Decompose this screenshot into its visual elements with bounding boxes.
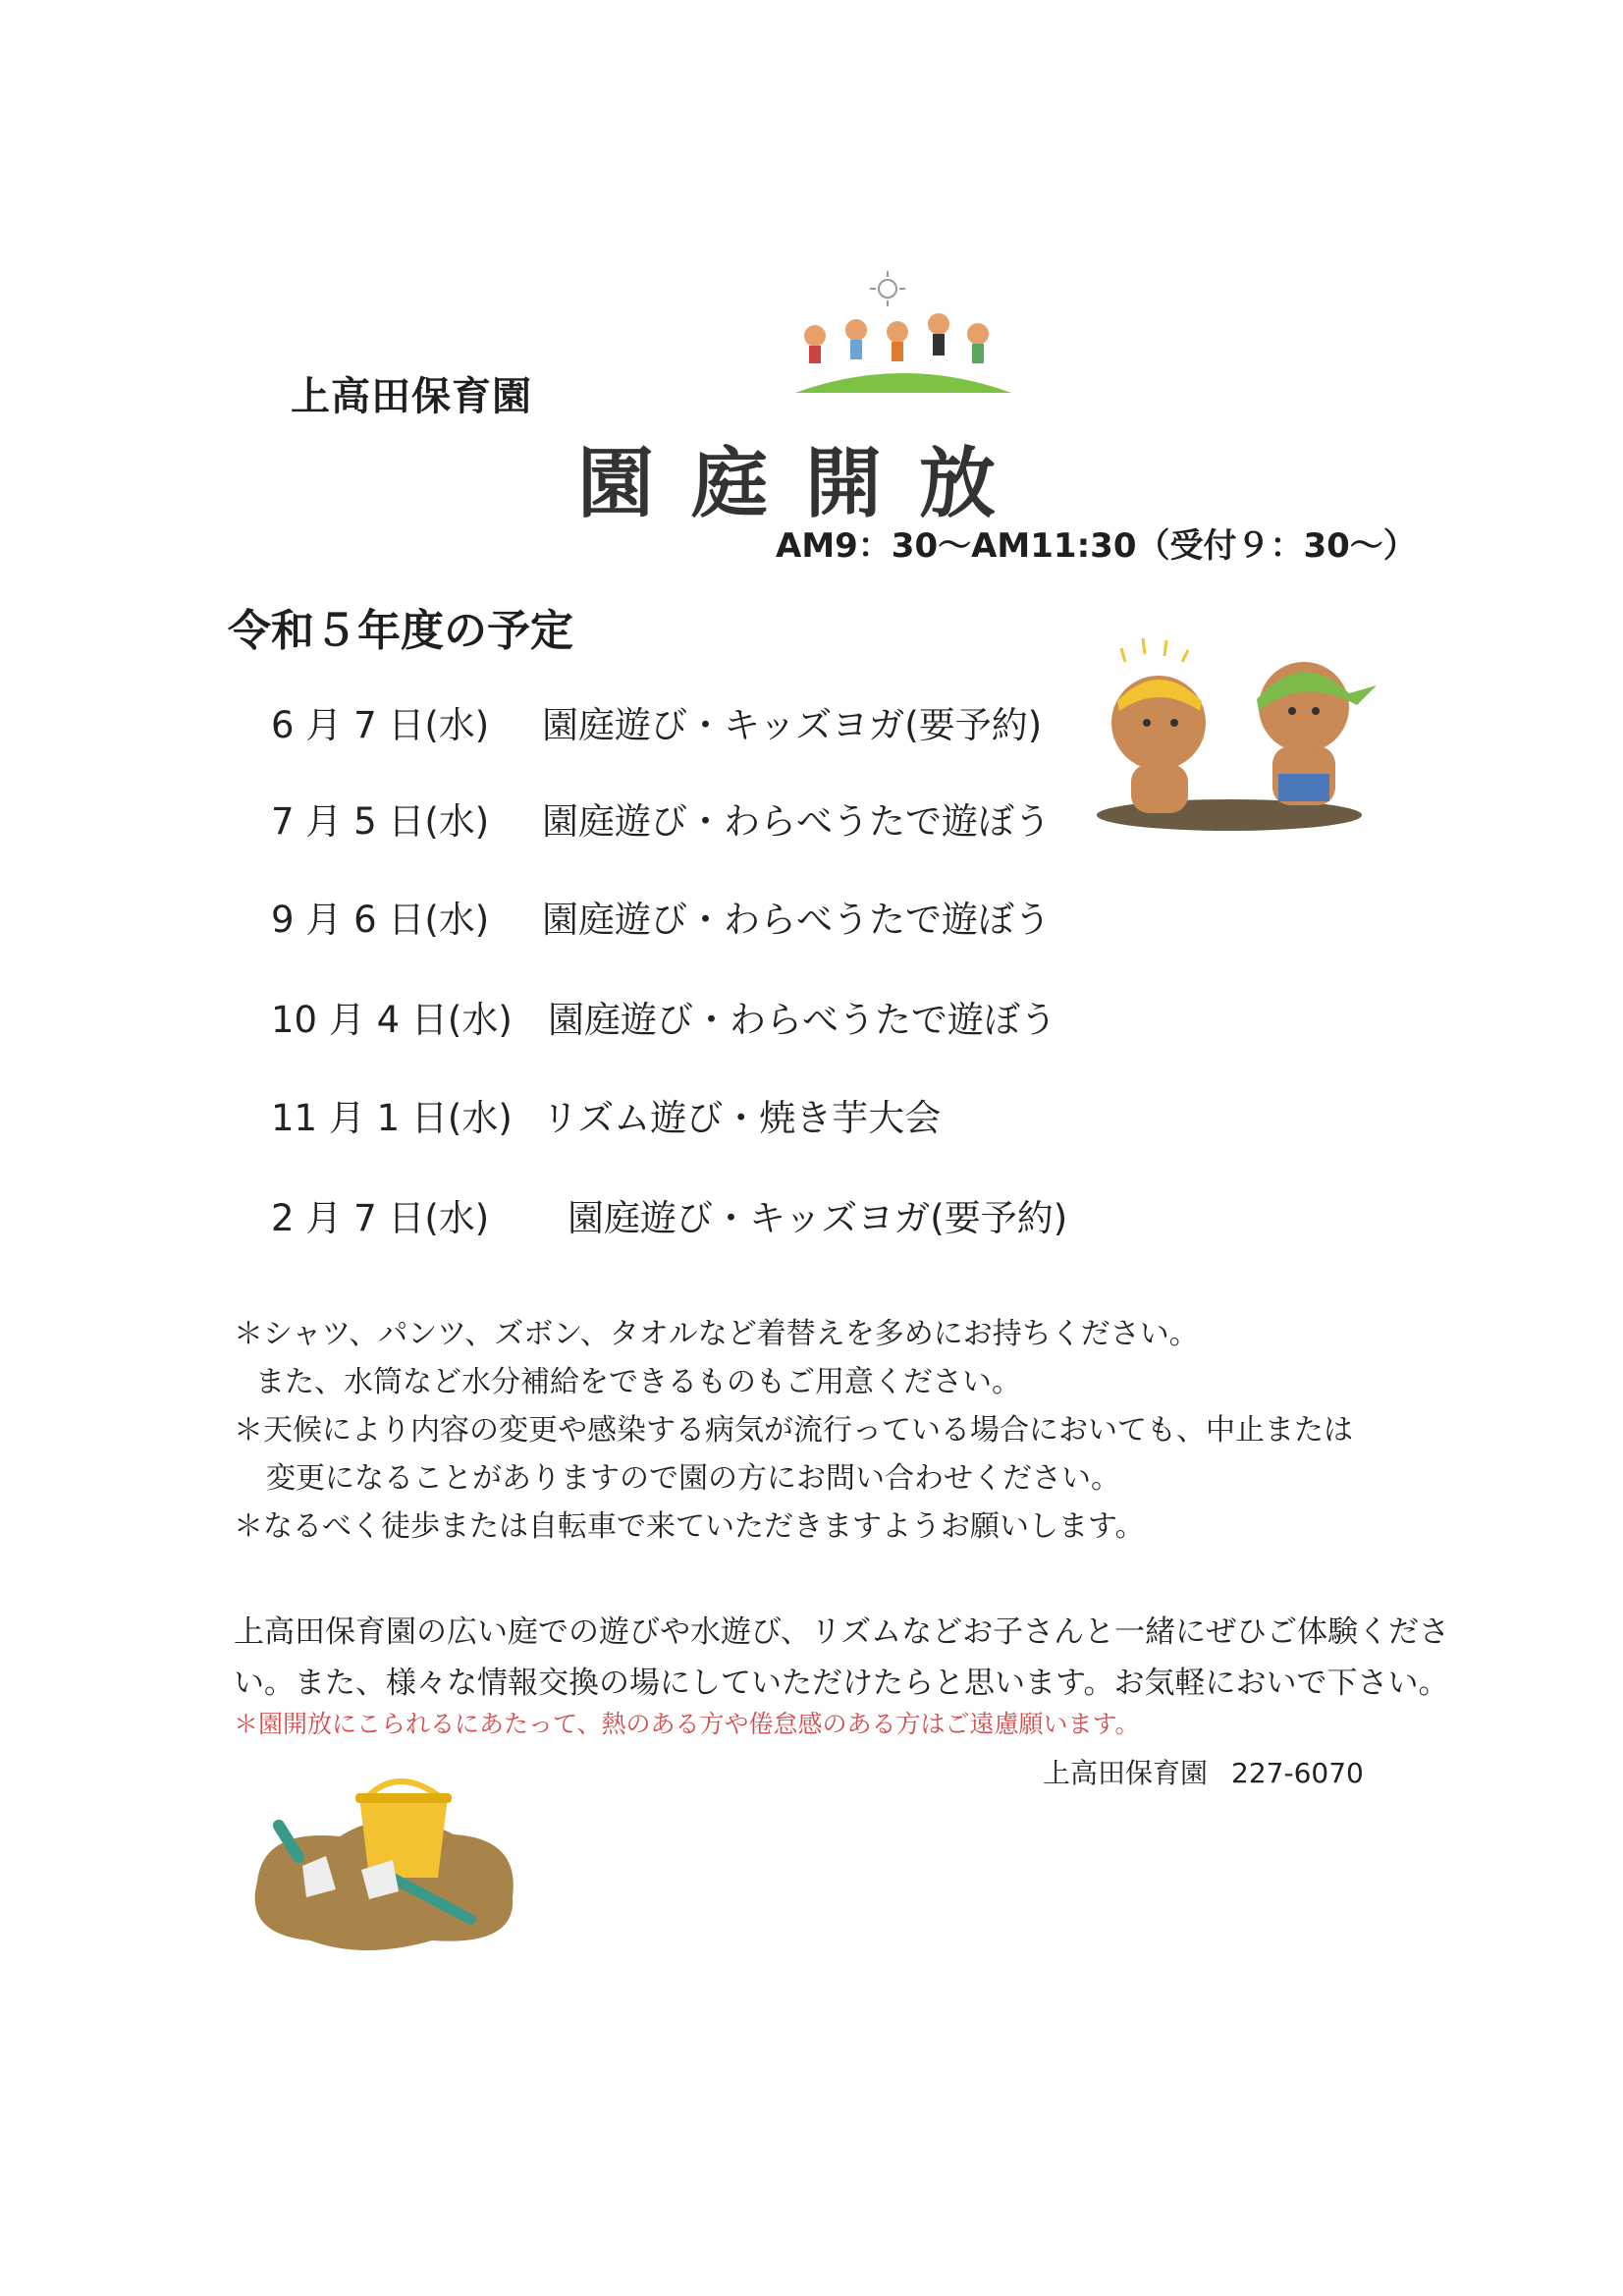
children-on-hill-illustration [785, 267, 1021, 405]
schedule-date: 11 月 1 日(水) [271, 1097, 513, 1139]
note-line: ＊シャツ、パンツ、ズボン、タオルなど着替えを多めにお持ちください。 [234, 1317, 1199, 1351]
schedule-row [271, 1188, 1068, 1241]
schedule-date: 9 月 6 日(水) [271, 899, 490, 941]
sun-icon [879, 280, 896, 298]
schedule-date: 2 月 7 日(水) [271, 1197, 490, 1239]
note-line: 変更になることがありますので園の方にお問い合わせください。 [266, 1461, 1120, 1496]
note-line: ＊なるべく徒歩または自転車で来ていただきますようお願いします。 [234, 1509, 1145, 1544]
schedule-date: 6 月 7 日(水) [271, 704, 490, 746]
contact-info [1043, 1752, 1364, 1791]
children-playing-illustration [1092, 629, 1386, 835]
sandbox-toys-illustration [245, 1768, 530, 1964]
notes-list [234, 1310, 1451, 1551]
health-warning: ＊園開放にこられるにあたって、熱のある方や倦怠感のある方はご遠慮願います。 [234, 1710, 1140, 1738]
schedule-row [271, 890, 1051, 943]
schedule-row [271, 1088, 942, 1141]
schedule-activity: 園庭遊び・キッズヨガ(要予約) [542, 704, 1043, 746]
organization-name: 上高田保育園 [291, 374, 532, 419]
contact-name: 上高田保育園 [1043, 1757, 1209, 1789]
note-line: ＊天候により内容の変更や感染する病気が流行っている場合においても、中止または [234, 1413, 1353, 1448]
schedule-activity: 園庭遊び・キッズヨガ(要予約) [568, 1197, 1068, 1239]
note-line: また、水筒など水分補給をできるものもご用意ください。 [255, 1365, 1021, 1399]
schedule-activity: 園庭遊び・わらべうたで遊ぼう [542, 899, 1051, 941]
contact-phone: 227-6070 [1231, 1757, 1364, 1789]
schedule-activity: リズム遊び・焼き芋大会 [542, 1097, 942, 1139]
schedule-date: 7 月 5 日(水) [271, 800, 490, 843]
page-title: 園庭開放 [577, 440, 1034, 528]
schedule-title: 令和５年度の予定 [228, 606, 573, 656]
opening-hours: AM9：30〜AM11:30（受付９：30〜） [776, 526, 1417, 566]
schedule-activity: 園庭遊び・わらべうたで遊ぼう [548, 999, 1056, 1041]
schedule-date: 10 月 4 日(水) [271, 999, 513, 1041]
schedule-activity: 園庭遊び・わらべうたで遊ぼう [542, 800, 1051, 843]
schedule-row [271, 990, 1056, 1043]
schedule-row [271, 695, 1043, 748]
schedule-row [271, 792, 1051, 845]
welcome-message: 上高田保育園の広い庭での遊びや水遊び、リズムなどお子さんと一緒にぜひご体験ください。また、様々な情報交換の場にしていただけたらと思います。お気軽においで下さい。 [234, 1614, 1450, 1701]
